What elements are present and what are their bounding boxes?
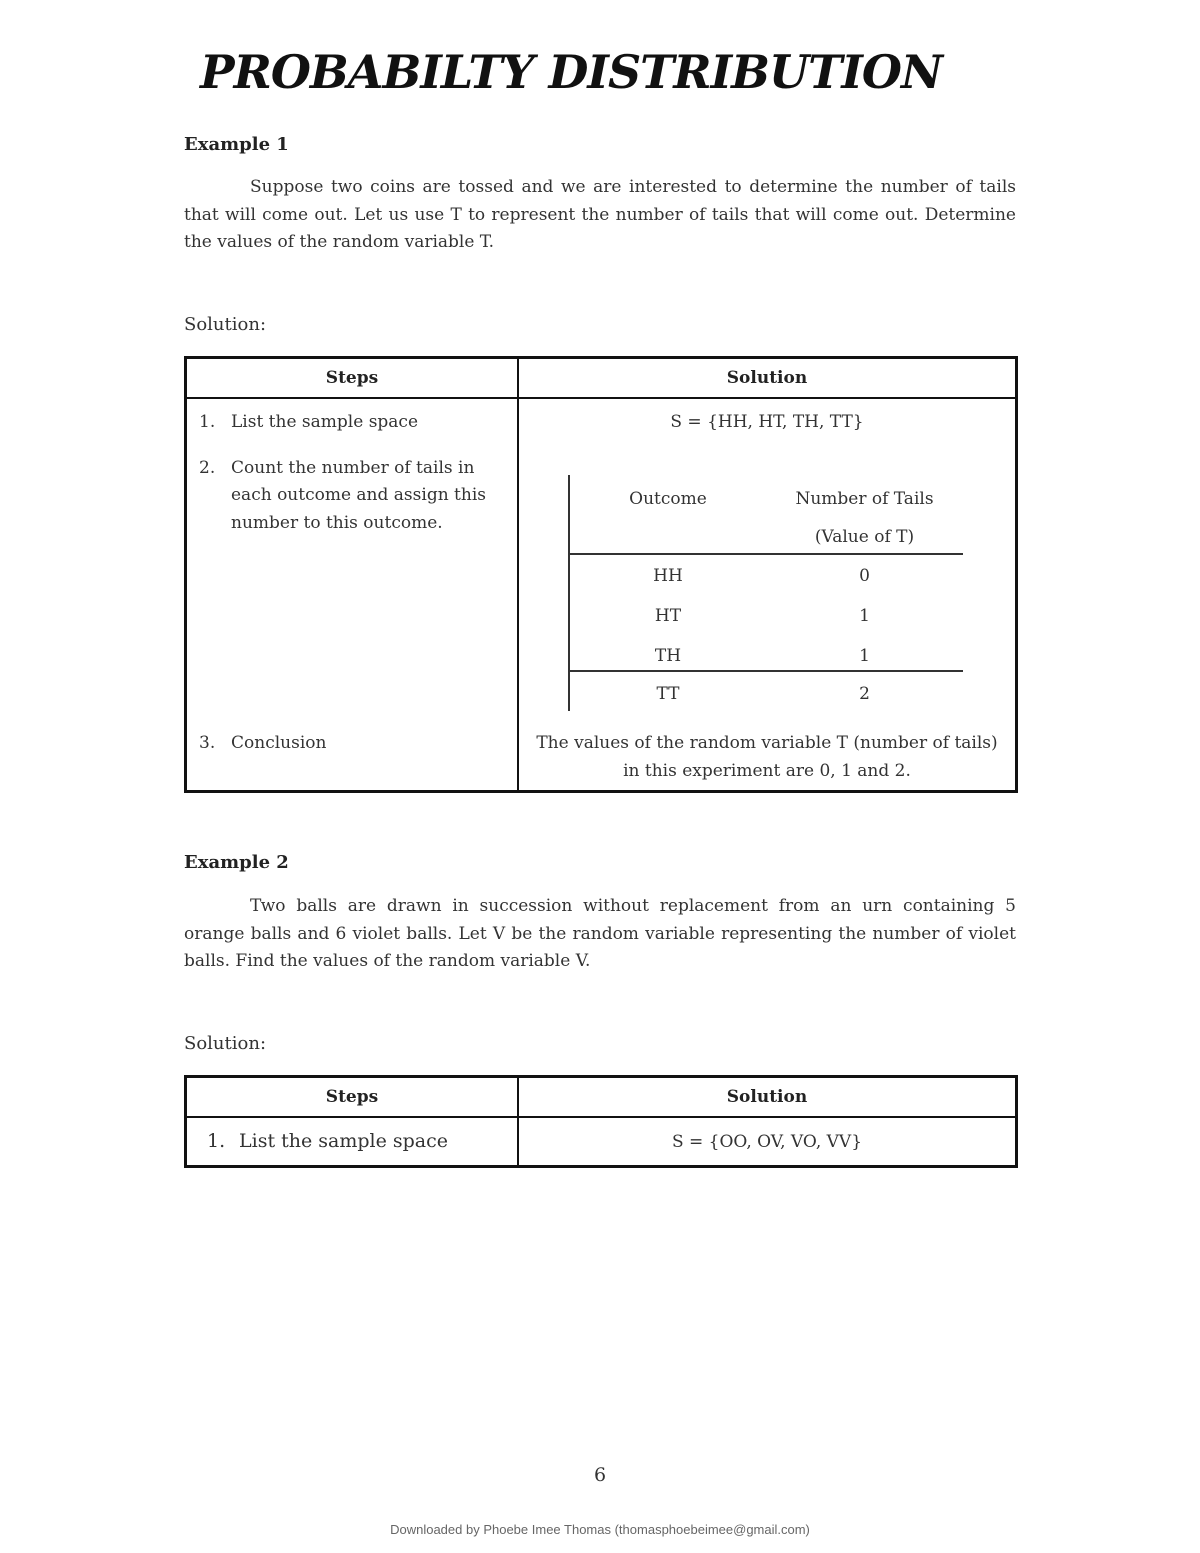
- example-2-steps-table: [184, 1075, 1018, 1168]
- sample-space-solution: S = {HH, HT, TH, TT}: [670, 412, 864, 432]
- steps-header: Steps: [186, 358, 519, 399]
- table-row: TH 1: [654, 646, 870, 666]
- conclusion-text: The values of the random variable T (number of tails) in this experiment are 0, 1 and 2.: [536, 733, 998, 781]
- step-1: 1. List the sample space: [199, 412, 419, 432]
- example-2-solution-label: Solution:: [184, 1033, 267, 1054]
- conclusion-step-cell: [186, 728, 519, 792]
- header-rule: [570, 553, 963, 555]
- steps-cell: [186, 1117, 519, 1167]
- step-2: 2. Count the number of tails in each outcome and assign this number to this outcome.: [199, 457, 486, 533]
- page-title: PROBABILTY DISTRIBUTION: [200, 45, 942, 99]
- conclusion-solution-cell: [518, 728, 1017, 792]
- row-rule: [570, 670, 963, 672]
- download-footer: Downloaded by Phoebe Imee Thomas (thomasphoebeimee@gmail.com): [390, 1522, 810, 1537]
- tails-column-header: Number of Tails: [795, 489, 934, 509]
- example-2-paragraph: Two balls are drawn in succession without replacement from an urn containing 5 orange balls and 6 violet balls. Let V be the random variable representing the number of violet balls. Find the values of the random variable V.: [184, 896, 1016, 971]
- example-2-heading: Example 2: [184, 852, 289, 873]
- example-1-heading: Example 1: [184, 134, 289, 155]
- step-1: 1. List the sample space: [207, 1129, 449, 1152]
- table-row: HH 0: [653, 566, 870, 586]
- steps-cell: [186, 398, 519, 728]
- solution-header: Solution: [518, 358, 1017, 399]
- table-row: TT 2: [656, 684, 870, 704]
- step-3: 3. Conclusion: [199, 733, 327, 753]
- example-1-solution-label: Solution:: [184, 314, 267, 335]
- tails-value-table: [568, 475, 963, 711]
- tails-column-subheader: (Value of T): [814, 527, 915, 547]
- example-1-paragraph: Suppose two coins are tossed and we are interested to determine the number of tails that will come out. Let us use T to represent the number of tails that will come out. Determine the values of the random variable T.: [184, 177, 1016, 252]
- outcome-column-header: Outcome: [629, 489, 707, 509]
- steps-header: Steps: [186, 1077, 519, 1118]
- solution-header: Solution: [518, 1077, 1017, 1118]
- page-number: 6: [593, 1464, 607, 1486]
- sample-space-solution: S = {OO, OV, VO, VV}: [518, 1117, 1017, 1167]
- table-row: HT 1: [654, 606, 870, 626]
